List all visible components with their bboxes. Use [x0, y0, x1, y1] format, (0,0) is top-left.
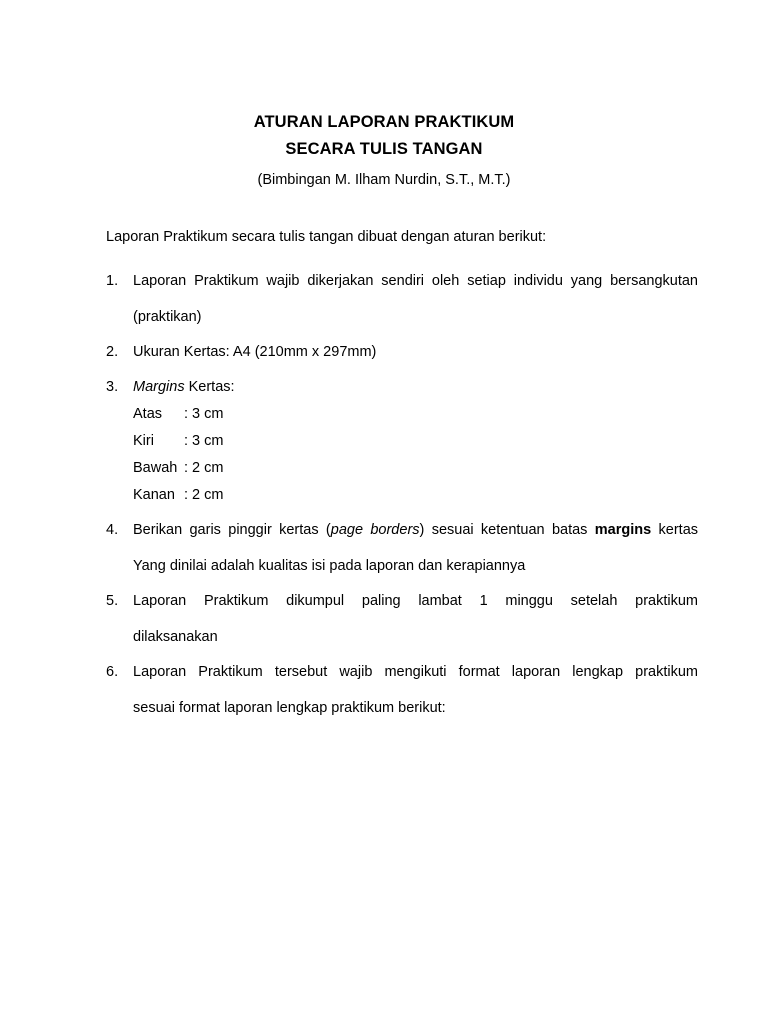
margin-value: : 3 cm	[184, 433, 224, 449]
margin-label: Bawah	[133, 460, 178, 476]
document-title-line-2: SECARA TULIS TANGAN	[285, 140, 483, 158]
list-item-text: Ukuran Kertas: A4 (210mm x 297mm)	[133, 344, 377, 360]
margin-row-kiri	[133, 428, 698, 455]
margin-value: : 3 cm	[184, 406, 224, 422]
margin-label: Kiri	[133, 433, 154, 449]
margins-heading	[133, 374, 698, 401]
list-number: 6.	[106, 664, 119, 680]
list-number: 5.	[106, 593, 119, 609]
margins-bold: margins	[594, 522, 652, 538]
margin-value: : 2 cm	[184, 487, 224, 503]
list-number: 2.	[106, 344, 119, 360]
intro-paragraph: Laporan Praktikum secara tulis tangan dibuat dengan aturan berikut:	[106, 229, 547, 245]
list-item-text-line-2: (praktikan)	[133, 309, 202, 325]
list-item-2	[106, 334, 698, 370]
page-borders-italic: page borders	[330, 522, 420, 538]
list-item-text-line-2: dilaksanakan	[133, 629, 218, 645]
text-part: kertas	[651, 522, 699, 538]
title-block	[0, 109, 768, 190]
margin-row-atas	[133, 401, 698, 428]
margin-label: Atas	[133, 406, 163, 422]
margin-label: Kanan	[133, 487, 175, 503]
list-item-1	[106, 263, 698, 335]
list-item-text-line-2: sesuai format laporan lengkap praktikum berikut:	[133, 700, 446, 716]
list-item-text-line-1: Laporan Praktikum wajib dikerjakan sendiri oleh setiap individu yang bersangkutan	[133, 273, 698, 289]
list-item-text-line-2: Yang dinilai adalah kualitas isi pada laporan dan kerapiannya	[133, 558, 526, 574]
list-item-3	[106, 374, 698, 509]
margin-value: : 2 cm	[184, 460, 224, 476]
list-item-4	[106, 512, 698, 584]
list-item-text-line-1: Laporan Praktikum tersebut wajib mengikuti format laporan lengkap praktikum	[133, 664, 698, 680]
list-item-text-line-1	[133, 512, 698, 548]
text-part: Berikan garis pinggir kertas (	[133, 522, 331, 538]
list-item-text-line-1: Laporan Praktikum dikumpul paling lambat 1 minggu setelah praktikum	[133, 593, 698, 609]
margin-row-kanan	[133, 482, 698, 509]
list-item-6	[106, 654, 698, 726]
text-part: ) sesuai ketentuan batas	[419, 522, 595, 538]
list-number: 4.	[106, 522, 119, 538]
document-subtitle: (Bimbingan M. Ilham Nurdin, S.T., M.T.)	[257, 172, 511, 188]
margins-heading-rest: Kertas:	[184, 379, 235, 395]
list-number: 1.	[106, 273, 119, 289]
list-item-5	[106, 583, 698, 655]
document-title-line-1: ATURAN LAPORAN PRAKTIKUM	[253, 113, 515, 131]
margins-italic-word: Margins	[133, 379, 185, 395]
margin-row-bawah	[133, 455, 698, 482]
list-number: 3.	[106, 379, 119, 395]
